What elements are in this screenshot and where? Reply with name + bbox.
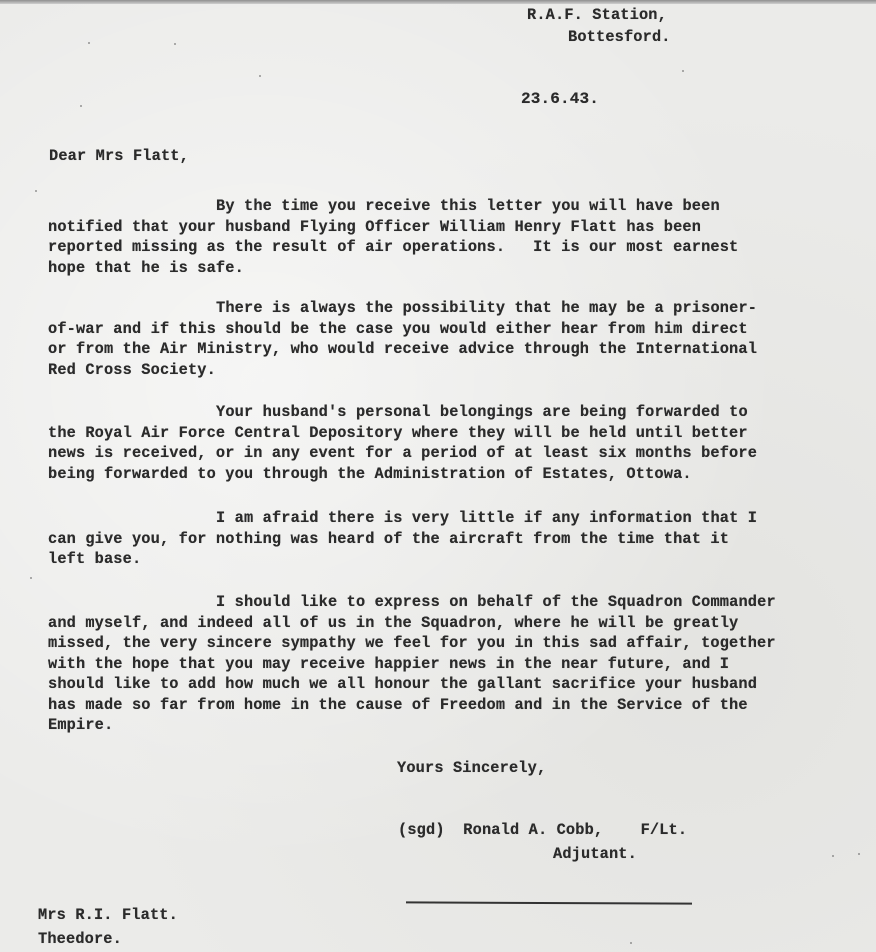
paragraph-belongings [48, 402, 868, 484]
paragraph-missing-notice [48, 196, 868, 278]
paragraph-line: the Royal Air Force Central Depository where they will be held until better [48, 423, 748, 442]
signature: (sgd) Ronald A. Cobb, F/Lt. [398, 821, 688, 839]
paragraph-line: By the time you receive this letter you will have been [216, 197, 720, 215]
paragraph-line: missed, the very sincere sympathy we feel for you in this sad affair, together [48, 634, 776, 652]
paragraph-line: hope that he is safe. [48, 258, 244, 277]
paragraph-line: Red Cross Society. [48, 360, 216, 379]
paper-speck [682, 70, 684, 72]
recipient-location: Theedore. [38, 930, 122, 948]
paragraph-line: I am afraid there is very little if any information that I [216, 509, 758, 527]
paragraph-line: has made so far from home in the cause of Freedom and in the Service of the [48, 695, 748, 714]
paper-speck [174, 43, 176, 45]
letter-date: 23.6.43. [521, 90, 600, 108]
paragraph-line: can give you, for nothing was heard of the aircraft from the time that it [48, 529, 730, 548]
signature-rule [406, 901, 692, 904]
paragraph-line: There is always the possibility that he may be a prisoner- [216, 299, 758, 317]
paper-speck [259, 75, 261, 77]
salutation: Dear Mrs Flatt, [49, 147, 189, 165]
signature-title: Adjutant. [553, 845, 637, 863]
paragraph-line: Your husband's personal belongings are being forwarded to [216, 403, 748, 421]
paragraph-line: I should like to express on behalf of the Squadron Commander [216, 593, 776, 611]
paragraph-sympathy [48, 592, 868, 736]
paragraph-line: with the hope that you may receive happier news in the near future, and I [48, 654, 730, 673]
paragraph-line: and myself, and indeed all of us in the Squadron, where he will be greatly [48, 613, 739, 632]
paragraph-line: notified that your husband Flying Officer William Henry Flatt has been [48, 217, 702, 236]
paragraph-prisoner-of-war [48, 298, 868, 380]
sender-address-line-1: R.A.F. Station, [527, 6, 667, 24]
paragraph-line: or from the Air Ministry, who would receive advice through the International [48, 340, 758, 358]
closing: Yours Sincerely, [397, 759, 547, 777]
recipient-name: Mrs R.I. Flatt. [38, 906, 178, 924]
paragraph-line: being forwarded to you through the Administration of Estates, Ottowa. [48, 464, 692, 483]
paragraph-line: Empire. [48, 716, 114, 734]
paper-speck [630, 942, 632, 944]
paragraph-line: should like to add how much we all honour the gallant sacrifice your husband [48, 675, 758, 693]
paper-speck [832, 855, 834, 857]
paragraph-line: left base. [48, 550, 142, 568]
paragraph-no-information [48, 508, 868, 570]
paper-speck [80, 105, 82, 107]
paragraph-line: of-war and if this should be the case you would either hear from him direct [48, 319, 748, 338]
paragraph-line: news is received, or in any event for a period of at least six months before [48, 444, 758, 462]
paragraph-line: reported missing as the result of air operations. It is our most earnest [48, 238, 739, 256]
paper-speck [88, 42, 90, 44]
paper-speck [858, 853, 860, 855]
sender-address-line-2: Bottesford. [568, 28, 671, 46]
page-top-edge [0, 0, 876, 4]
paper-speck [35, 190, 37, 192]
paper-speck [30, 577, 32, 579]
